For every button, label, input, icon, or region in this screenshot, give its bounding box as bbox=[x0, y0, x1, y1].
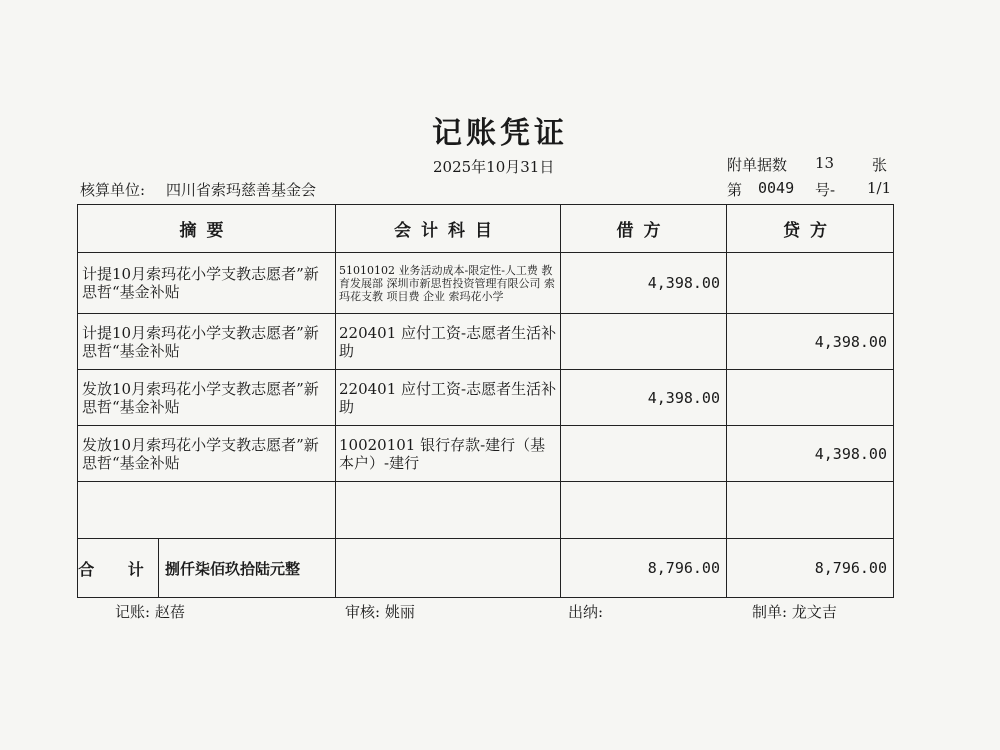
header-debit: 借方 bbox=[561, 205, 727, 253]
row-credit: 4,398.00 bbox=[727, 314, 894, 370]
row-account: 220401 应付工资-志愿者生活补助 bbox=[336, 370, 561, 426]
preparer-signature: 制单: 龙文吉 bbox=[752, 603, 837, 621]
table-header-row bbox=[78, 205, 894, 253]
table-row bbox=[78, 370, 894, 426]
row-credit: 4,398.00 bbox=[727, 426, 894, 482]
voucher-number-prefix: 第 bbox=[727, 181, 743, 199]
table-row bbox=[78, 314, 894, 370]
table-row-empty bbox=[78, 482, 894, 539]
bookkeeper-signature: 记账: 赵蓓 bbox=[115, 603, 185, 621]
voucher-number-suffix: 号- bbox=[815, 181, 836, 199]
total-credit: 8,796.00 bbox=[727, 539, 894, 598]
total-label: 合 计 bbox=[78, 559, 158, 579]
reviewer-signature: 审核: 姚丽 bbox=[345, 603, 415, 621]
row-debit bbox=[561, 482, 727, 539]
total-account-empty bbox=[336, 539, 561, 598]
row-account: 220401 应付工资-志愿者生活补助 bbox=[336, 314, 561, 370]
accounting-unit-value: 四川省索玛慈善基金会 bbox=[166, 181, 317, 199]
attachments-unit: 张 bbox=[872, 156, 888, 174]
voucher-date: 2025年10月31日 bbox=[433, 158, 555, 176]
header-summary: 摘要 bbox=[78, 205, 336, 253]
voucher-table bbox=[77, 204, 894, 598]
header-credit: 贷方 bbox=[727, 205, 894, 253]
row-account: 10020101 银行存款-建行（基本户）-建行 bbox=[336, 426, 561, 482]
attachments-label: 附单据数 bbox=[727, 156, 788, 174]
row-debit: 4,398.00 bbox=[561, 253, 727, 314]
voucher-number: 0049 bbox=[758, 179, 795, 197]
total-debit: 8,796.00 bbox=[561, 539, 727, 598]
page-indicator: 1/1 bbox=[867, 179, 892, 197]
attachments-count: 13 bbox=[815, 154, 835, 172]
row-summary: 发放10月索玛花小学支教志愿者”新思哲“基金补贴 bbox=[78, 370, 336, 426]
row-summary: 发放10月索玛花小学支教志愿者”新思哲“基金补贴 bbox=[78, 426, 336, 482]
accounting-unit-label: 核算单位: bbox=[80, 181, 146, 199]
row-credit bbox=[727, 253, 894, 314]
total-cell bbox=[78, 539, 336, 598]
table-row bbox=[78, 426, 894, 482]
voucher-title: 记账凭证 bbox=[432, 116, 568, 151]
total-row bbox=[78, 539, 894, 598]
row-debit: 4,398.00 bbox=[561, 370, 727, 426]
row-credit bbox=[727, 482, 894, 539]
row-summary: 计提10月索玛花小学支教志愿者”新思哲“基金补贴 bbox=[78, 314, 336, 370]
total-amount-words: 捌仟柒佰玖拾陆元整 bbox=[158, 539, 335, 597]
header-account: 会计科目 bbox=[336, 205, 561, 253]
row-account bbox=[336, 482, 561, 539]
row-debit bbox=[561, 426, 727, 482]
cashier-signature: 出纳: bbox=[568, 603, 604, 621]
table-row bbox=[78, 253, 894, 314]
row-credit bbox=[727, 370, 894, 426]
row-summary: 计提10月索玛花小学支教志愿者”新思哲“基金补贴 bbox=[78, 253, 336, 314]
row-account: 51010102 业务活动成本-限定性-人工费 教育发展部 深圳市新思哲投资管理有限公司 索玛花支教 项目费 企业 索玛花小学 bbox=[336, 253, 561, 314]
row-summary bbox=[78, 482, 336, 539]
row-debit bbox=[561, 314, 727, 370]
